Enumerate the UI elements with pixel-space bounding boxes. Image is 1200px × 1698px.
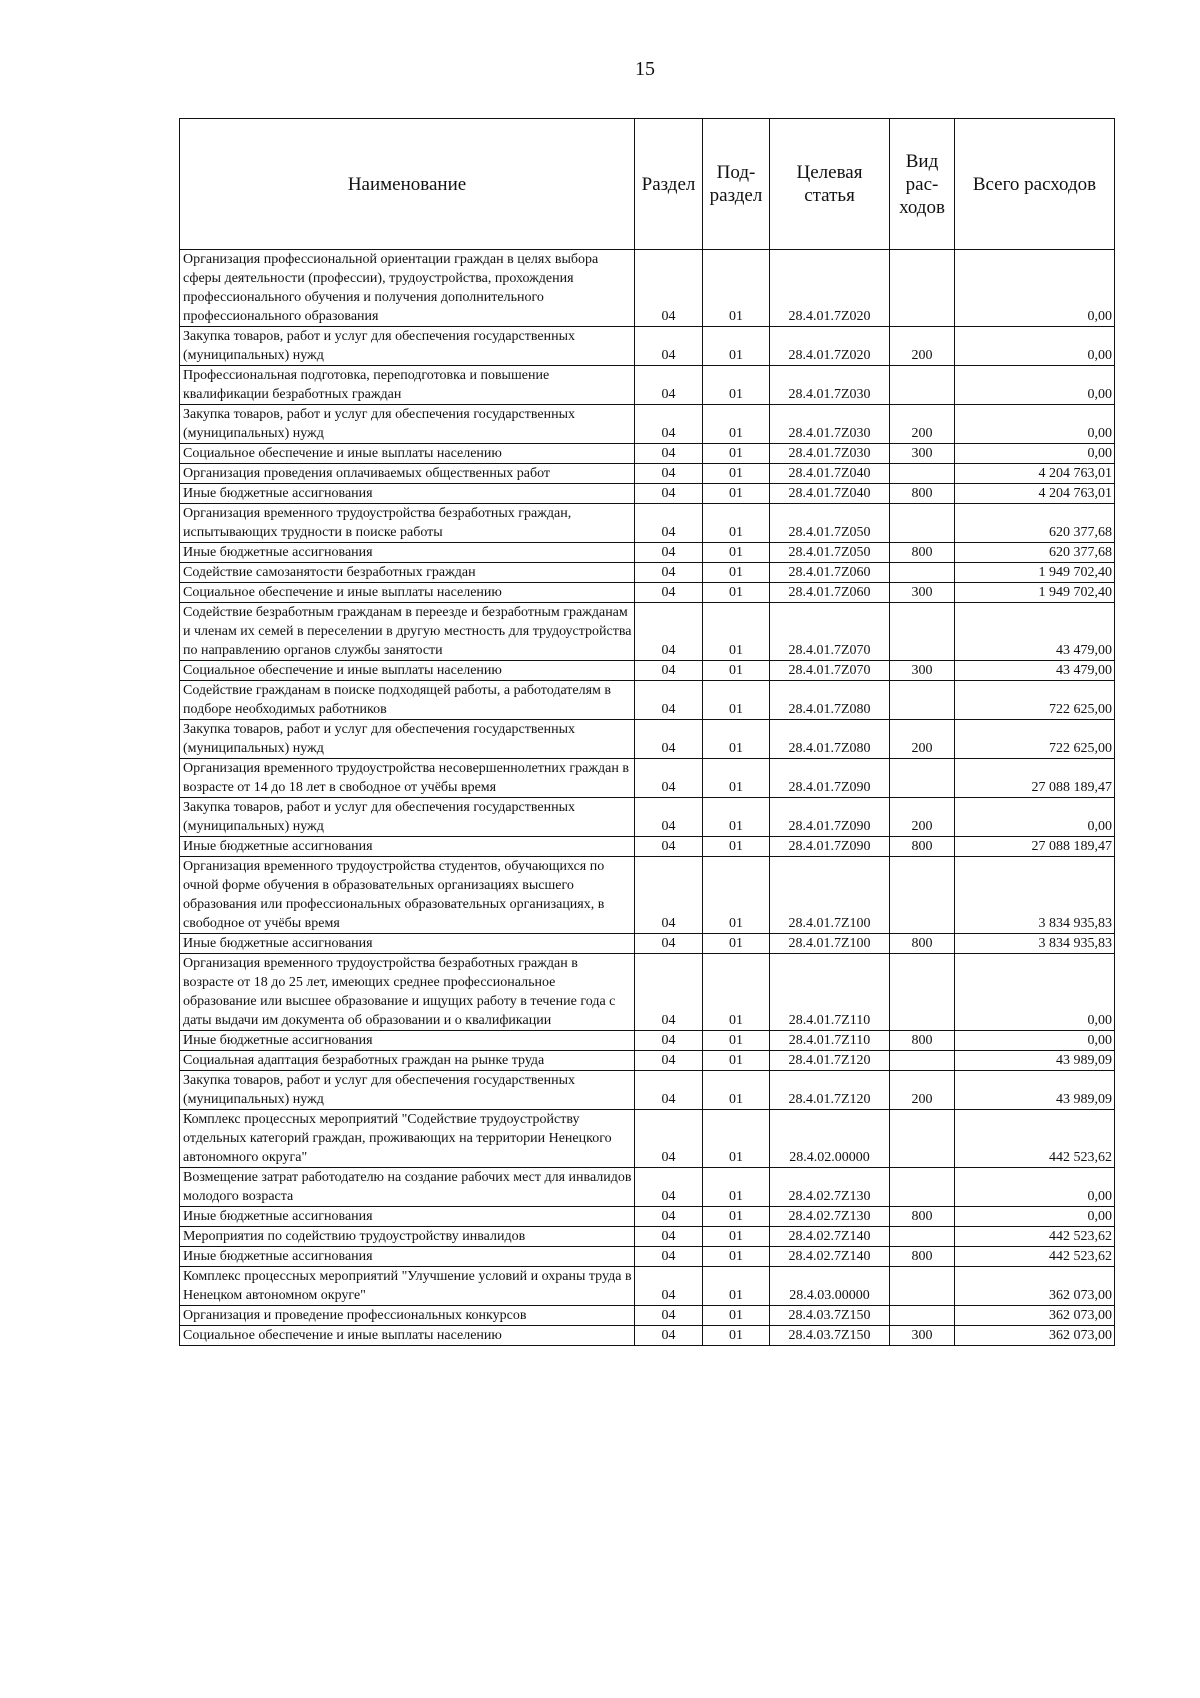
cell-total: 620 377,68 xyxy=(955,504,1115,543)
cell-name: Организация временного трудоустройства несовершеннолетних граждан в возрасте от 14 до 18 лет в свободное от учёбы время xyxy=(180,759,635,798)
cell-target: 28.4.01.7Z020 xyxy=(770,250,890,327)
table-row xyxy=(180,444,1115,464)
cell-section: 04 xyxy=(635,250,703,327)
cell-subsection: 01 xyxy=(703,250,770,327)
cell-subsection: 01 xyxy=(703,661,770,681)
cell-name: Иные бюджетные ассигнования xyxy=(180,543,635,563)
cell-section: 04 xyxy=(635,1326,703,1346)
table-body xyxy=(180,250,1115,1346)
cell-subsection: 01 xyxy=(703,934,770,954)
cell-section: 04 xyxy=(635,543,703,563)
table-row xyxy=(180,934,1115,954)
cell-section: 04 xyxy=(635,954,703,1031)
table-row xyxy=(180,1267,1115,1306)
cell-name: Иные бюджетные ассигнования xyxy=(180,484,635,504)
cell-type: 200 xyxy=(890,720,955,759)
cell-subsection: 01 xyxy=(703,798,770,837)
header-type: Вид рас-ходов xyxy=(890,119,955,250)
cell-section: 04 xyxy=(635,366,703,405)
cell-type xyxy=(890,759,955,798)
cell-type xyxy=(890,1168,955,1207)
cell-subsection: 01 xyxy=(703,1247,770,1267)
cell-type: 200 xyxy=(890,1071,955,1110)
table-row xyxy=(180,543,1115,563)
cell-type xyxy=(890,857,955,934)
cell-name: Иные бюджетные ассигнования xyxy=(180,1207,635,1227)
cell-name: Социальная адаптация безработных граждан на рынке труда xyxy=(180,1051,635,1071)
cell-section: 04 xyxy=(635,1071,703,1110)
cell-section: 04 xyxy=(635,1051,703,1071)
header-name: Наименование xyxy=(180,119,635,250)
cell-name: Содействие гражданам в поиске подходящей работы, а работодателям в подборе необходимых работников xyxy=(180,681,635,720)
cell-target: 28.4.01.7Z100 xyxy=(770,934,890,954)
cell-name: Социальное обеспечение и иные выплаты населению xyxy=(180,444,635,464)
header-subsection: Под-раздел xyxy=(703,119,770,250)
table-row xyxy=(180,366,1115,405)
cell-name: Социальное обеспечение и иные выплаты населению xyxy=(180,583,635,603)
cell-target: 28.4.02.7Z140 xyxy=(770,1227,890,1247)
cell-target: 28.4.03.7Z150 xyxy=(770,1306,890,1326)
cell-type xyxy=(890,1051,955,1071)
cell-type: 300 xyxy=(890,583,955,603)
cell-name: Мероприятия по содействию трудоустройству инвалидов xyxy=(180,1227,635,1247)
table-row xyxy=(180,798,1115,837)
table-row xyxy=(180,1110,1115,1168)
cell-subsection: 01 xyxy=(703,444,770,464)
cell-name: Иные бюджетные ассигнования xyxy=(180,934,635,954)
cell-target: 28.4.01.7Z090 xyxy=(770,837,890,857)
cell-subsection: 01 xyxy=(703,543,770,563)
cell-target: 28.4.01.7Z100 xyxy=(770,857,890,934)
cell-type: 800 xyxy=(890,837,955,857)
cell-name: Иные бюджетные ассигнования xyxy=(180,1247,635,1267)
cell-type: 200 xyxy=(890,327,955,366)
cell-total: 27 088 189,47 xyxy=(955,837,1115,857)
cell-target: 28.4.01.7Z040 xyxy=(770,464,890,484)
cell-total: 0,00 xyxy=(955,444,1115,464)
cell-type: 800 xyxy=(890,1247,955,1267)
cell-target: 28.4.01.7Z090 xyxy=(770,759,890,798)
table-row xyxy=(180,603,1115,661)
cell-total: 442 523,62 xyxy=(955,1247,1115,1267)
cell-total: 362 073,00 xyxy=(955,1267,1115,1306)
page-number: 15 xyxy=(635,58,655,80)
cell-subsection: 01 xyxy=(703,563,770,583)
cell-type: 800 xyxy=(890,1031,955,1051)
cell-total: 620 377,68 xyxy=(955,543,1115,563)
cell-name: Организация временного трудоустройства студентов, обучающихся по очной форме обучения в образовательных организациях высшего образования или профессиональных образовательных организациях, в свободное от учёбы время xyxy=(180,857,635,934)
table-row xyxy=(180,1168,1115,1207)
cell-section: 04 xyxy=(635,681,703,720)
table-row xyxy=(180,1326,1115,1346)
cell-total: 0,00 xyxy=(955,798,1115,837)
cell-subsection: 01 xyxy=(703,681,770,720)
cell-subsection: 01 xyxy=(703,1207,770,1227)
table-row xyxy=(180,1227,1115,1247)
cell-section: 04 xyxy=(635,1247,703,1267)
cell-subsection: 01 xyxy=(703,1031,770,1051)
cell-target: 28.4.01.7Z080 xyxy=(770,681,890,720)
cell-target: 28.4.01.7Z030 xyxy=(770,444,890,464)
cell-type: 300 xyxy=(890,1326,955,1346)
cell-type: 800 xyxy=(890,1207,955,1227)
header-section: Раздел xyxy=(635,119,703,250)
table-row xyxy=(180,857,1115,934)
cell-subsection: 01 xyxy=(703,603,770,661)
table-row xyxy=(180,1207,1115,1227)
cell-type xyxy=(890,1306,955,1326)
cell-target: 28.4.01.7Z060 xyxy=(770,563,890,583)
cell-total: 362 073,00 xyxy=(955,1326,1115,1346)
cell-subsection: 01 xyxy=(703,1227,770,1247)
cell-subsection: 01 xyxy=(703,405,770,444)
table-row xyxy=(180,504,1115,543)
cell-subsection: 01 xyxy=(703,1051,770,1071)
cell-total: 43 989,09 xyxy=(955,1071,1115,1110)
cell-subsection: 01 xyxy=(703,1267,770,1306)
header-target: Целевая статья xyxy=(770,119,890,250)
cell-section: 04 xyxy=(635,464,703,484)
cell-section: 04 xyxy=(635,857,703,934)
cell-section: 04 xyxy=(635,1110,703,1168)
table-row xyxy=(180,1247,1115,1267)
cell-type xyxy=(890,954,955,1031)
cell-section: 04 xyxy=(635,1267,703,1306)
cell-subsection: 01 xyxy=(703,954,770,1031)
cell-subsection: 01 xyxy=(703,857,770,934)
cell-subsection: 01 xyxy=(703,484,770,504)
cell-total: 722 625,00 xyxy=(955,681,1115,720)
cell-subsection: 01 xyxy=(703,720,770,759)
cell-total: 0,00 xyxy=(955,1168,1115,1207)
cell-type xyxy=(890,563,955,583)
cell-subsection: 01 xyxy=(703,464,770,484)
cell-target: 28.4.02.00000 xyxy=(770,1110,890,1168)
cell-name: Профессиональная подготовка, переподготовка и повышение квалификации безработных граждан xyxy=(180,366,635,405)
cell-section: 04 xyxy=(635,583,703,603)
cell-type xyxy=(890,603,955,661)
cell-section: 04 xyxy=(635,1168,703,1207)
cell-section: 04 xyxy=(635,444,703,464)
table-row xyxy=(180,1071,1115,1110)
cell-target: 28.4.01.7Z110 xyxy=(770,954,890,1031)
cell-name: Комплекс процессных мероприятий "Улучшение условий и охраны труда в Ненецком автономном округе" xyxy=(180,1267,635,1306)
cell-total: 1 949 702,40 xyxy=(955,583,1115,603)
cell-name: Организация профессиональной ориентации граждан в целях выбора сферы деятельности (профессии), трудоустройства, прохождения профессионального обучения и получения дополнительного профессионального образования xyxy=(180,250,635,327)
cell-section: 04 xyxy=(635,405,703,444)
table-row xyxy=(180,583,1115,603)
cell-name: Содействие самозанятости безработных граждан xyxy=(180,563,635,583)
cell-target: 28.4.03.7Z150 xyxy=(770,1326,890,1346)
cell-section: 04 xyxy=(635,327,703,366)
cell-section: 04 xyxy=(635,1031,703,1051)
cell-section: 04 xyxy=(635,1306,703,1326)
cell-subsection: 01 xyxy=(703,366,770,405)
cell-total: 43 989,09 xyxy=(955,1051,1115,1071)
cell-target: 28.4.01.7Z060 xyxy=(770,583,890,603)
cell-target: 28.4.02.7Z130 xyxy=(770,1168,890,1207)
cell-total: 0,00 xyxy=(955,1207,1115,1227)
cell-type: 200 xyxy=(890,798,955,837)
cell-section: 04 xyxy=(635,798,703,837)
cell-total: 0,00 xyxy=(955,250,1115,327)
cell-total: 722 625,00 xyxy=(955,720,1115,759)
table-row xyxy=(180,250,1115,327)
cell-name: Закупка товаров, работ и услуг для обеспечения государственных (муниципальных) нужд xyxy=(180,798,635,837)
cell-name: Возмещение затрат работодателю на создание рабочих мест для инвалидов молодого возраста xyxy=(180,1168,635,1207)
cell-target: 28.4.02.7Z130 xyxy=(770,1207,890,1227)
cell-total: 362 073,00 xyxy=(955,1306,1115,1326)
table-row xyxy=(180,837,1115,857)
cell-subsection: 01 xyxy=(703,1071,770,1110)
cell-name: Комплекс процессных мероприятий "Содействие трудоустройству отдельных категорий граждан, проживающих на территории Ненецкого автономного округа" xyxy=(180,1110,635,1168)
cell-target: 28.4.01.7Z090 xyxy=(770,798,890,837)
cell-name: Закупка товаров, работ и услуг для обеспечения государственных (муниципальных) нужд xyxy=(180,1071,635,1110)
cell-total: 442 523,62 xyxy=(955,1227,1115,1247)
cell-name: Закупка товаров, работ и услуг для обеспечения государственных (муниципальных) нужд xyxy=(180,327,635,366)
cell-subsection: 01 xyxy=(703,1306,770,1326)
cell-type: 800 xyxy=(890,543,955,563)
cell-section: 04 xyxy=(635,1227,703,1247)
cell-type xyxy=(890,464,955,484)
cell-total: 0,00 xyxy=(955,366,1115,405)
cell-section: 04 xyxy=(635,661,703,681)
cell-total: 0,00 xyxy=(955,1031,1115,1051)
cell-target: 28.4.01.7Z050 xyxy=(770,504,890,543)
cell-name: Организация проведения оплачиваемых общественных работ xyxy=(180,464,635,484)
cell-target: 28.4.01.7Z030 xyxy=(770,405,890,444)
cell-subsection: 01 xyxy=(703,1326,770,1346)
cell-subsection: 01 xyxy=(703,759,770,798)
table-row xyxy=(180,681,1115,720)
table-row xyxy=(180,464,1115,484)
cell-total: 0,00 xyxy=(955,405,1115,444)
table-row xyxy=(180,954,1115,1031)
cell-subsection: 01 xyxy=(703,837,770,857)
cell-type xyxy=(890,1267,955,1306)
cell-target: 28.4.01.7Z070 xyxy=(770,603,890,661)
cell-type xyxy=(890,681,955,720)
cell-type xyxy=(890,250,955,327)
cell-target: 28.4.01.7Z050 xyxy=(770,543,890,563)
cell-target: 28.4.01.7Z120 xyxy=(770,1071,890,1110)
cell-total: 3 834 935,83 xyxy=(955,857,1115,934)
cell-subsection: 01 xyxy=(703,1110,770,1168)
table-row xyxy=(180,1306,1115,1326)
table-row xyxy=(180,484,1115,504)
cell-type: 800 xyxy=(890,484,955,504)
cell-target: 28.4.01.7Z070 xyxy=(770,661,890,681)
cell-name: Содействие безработным гражданам в переезде и безработным гражданам и членам их семей в переселении в другую местность для трудоустройства по направлению органов службы занятости xyxy=(180,603,635,661)
cell-total: 0,00 xyxy=(955,954,1115,1031)
table-row xyxy=(180,720,1115,759)
cell-type: 200 xyxy=(890,405,955,444)
cell-total: 43 479,00 xyxy=(955,661,1115,681)
cell-name: Организация и проведение профессиональных конкурсов xyxy=(180,1306,635,1326)
cell-target: 28.4.02.7Z140 xyxy=(770,1247,890,1267)
cell-name: Закупка товаров, работ и услуг для обеспечения государственных (муниципальных) нужд xyxy=(180,720,635,759)
cell-type xyxy=(890,366,955,405)
cell-section: 04 xyxy=(635,563,703,583)
cell-section: 04 xyxy=(635,934,703,954)
cell-total: 4 204 763,01 xyxy=(955,464,1115,484)
table-header-row xyxy=(180,119,1115,250)
cell-name: Закупка товаров, работ и услуг для обеспечения государственных (муниципальных) нужд xyxy=(180,405,635,444)
cell-total: 0,00 xyxy=(955,327,1115,366)
cell-name: Организация временного трудоустройства безработных граждан, испытывающих трудности в поиске работы xyxy=(180,504,635,543)
cell-name: Организация временного трудоустройства безработных граждан в возрасте от 18 до 25 лет, имеющих среднее профессиональное образование или высшее образование и ищущих работу в течение года с даты выдачи им документа об образовании и о квалификации xyxy=(180,954,635,1031)
table-row xyxy=(180,563,1115,583)
cell-section: 04 xyxy=(635,1207,703,1227)
cell-subsection: 01 xyxy=(703,504,770,543)
cell-section: 04 xyxy=(635,720,703,759)
cell-total: 43 479,00 xyxy=(955,603,1115,661)
cell-subsection: 01 xyxy=(703,327,770,366)
cell-type xyxy=(890,1227,955,1247)
cell-section: 04 xyxy=(635,759,703,798)
cell-target: 28.4.03.00000 xyxy=(770,1267,890,1306)
cell-type xyxy=(890,504,955,543)
cell-section: 04 xyxy=(635,837,703,857)
table-row xyxy=(180,1051,1115,1071)
cell-type: 300 xyxy=(890,661,955,681)
cell-name: Иные бюджетные ассигнования xyxy=(180,837,635,857)
table-row xyxy=(180,1031,1115,1051)
cell-target: 28.4.01.7Z030 xyxy=(770,366,890,405)
cell-subsection: 01 xyxy=(703,1168,770,1207)
cell-section: 04 xyxy=(635,484,703,504)
cell-total: 27 088 189,47 xyxy=(955,759,1115,798)
cell-target: 28.4.01.7Z110 xyxy=(770,1031,890,1051)
table-row xyxy=(180,661,1115,681)
cell-target: 28.4.01.7Z020 xyxy=(770,327,890,366)
cell-section: 04 xyxy=(635,504,703,543)
cell-name: Социальное обеспечение и иные выплаты населению xyxy=(180,661,635,681)
cell-total: 1 949 702,40 xyxy=(955,563,1115,583)
cell-target: 28.4.01.7Z040 xyxy=(770,484,890,504)
cell-type xyxy=(890,1110,955,1168)
budget-table xyxy=(179,118,1115,1346)
cell-name: Иные бюджетные ассигнования xyxy=(180,1031,635,1051)
cell-type: 300 xyxy=(890,444,955,464)
cell-target: 28.4.01.7Z120 xyxy=(770,1051,890,1071)
table-row xyxy=(180,759,1115,798)
table-row xyxy=(180,405,1115,444)
header-total: Всего расходов xyxy=(955,119,1115,250)
cell-section: 04 xyxy=(635,603,703,661)
cell-type: 800 xyxy=(890,934,955,954)
cell-total: 3 834 935,83 xyxy=(955,934,1115,954)
cell-total: 442 523,62 xyxy=(955,1110,1115,1168)
table-row xyxy=(180,327,1115,366)
cell-name: Социальное обеспечение и иные выплаты населению xyxy=(180,1326,635,1346)
cell-target: 28.4.01.7Z080 xyxy=(770,720,890,759)
cell-subsection: 01 xyxy=(703,583,770,603)
cell-total: 4 204 763,01 xyxy=(955,484,1115,504)
